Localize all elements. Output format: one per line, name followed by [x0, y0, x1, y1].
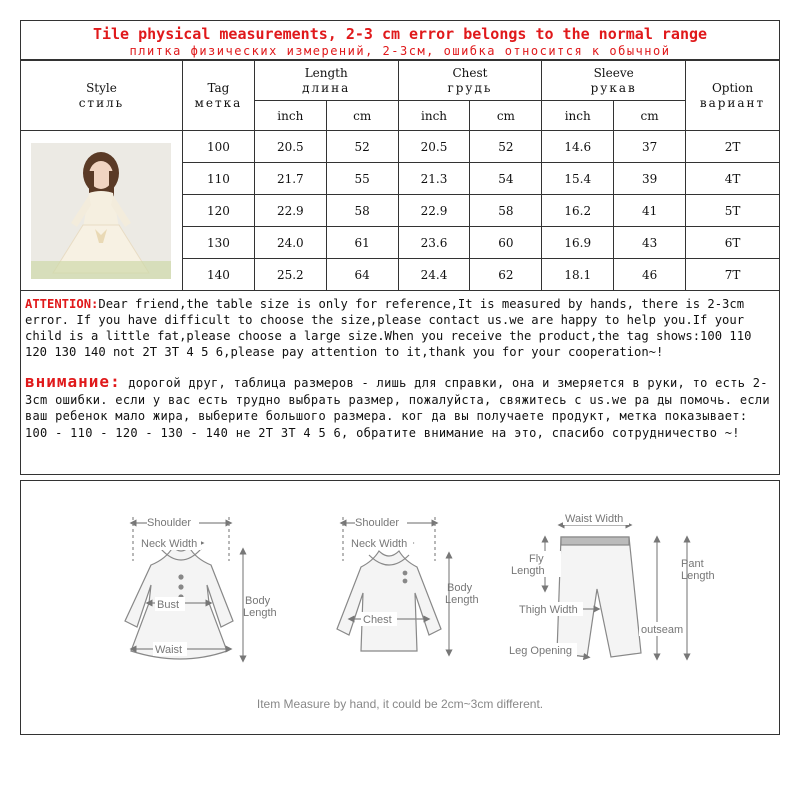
sleeve-cm-cell: 39 — [614, 163, 686, 195]
pants-fly-length-label-1: Fly — [529, 553, 544, 565]
tag-cell: 110 — [182, 163, 254, 195]
title-box — [20, 20, 780, 60]
length-inch-cell: 21.7 — [254, 163, 326, 195]
tag-cell: 100 — [182, 131, 254, 163]
sleeve-inch-cell: 18.1 — [542, 259, 614, 291]
option-cell: 4T — [686, 163, 780, 195]
pants-thigh-width-label: Thigh Width — [519, 604, 578, 616]
shirt-chest-label: Chest — [363, 614, 392, 626]
sleeve-header: Sleeve рукав — [542, 61, 686, 101]
length-cm-cell: 55 — [326, 163, 398, 195]
attention-text-ru: дорогой друг, таблица размеров - лишь для справки, она и змеряется в руки, то есть 2-3cm ошибки. если у вас есть трудно выбрать размер, пожалуйста, свяжитесь с us.we ра ды помочь. если ваш ребенок мало жира, выберите большого размера. ког да вы получаете продукт, метка показывает: 100 - 110 - 120 - 130 - 140 не 2T 3T 4 5 6, обратите внимание на это, спасибо сотрудничество ~! — [25, 376, 770, 440]
pants-outseam-label: outseam — [641, 624, 684, 636]
product-photo-cell — [21, 131, 183, 291]
length-cm-cell: 52 — [326, 131, 398, 163]
pants-pant-length-label-2: Length — [681, 570, 715, 582]
length-cm-cell: 64 — [326, 259, 398, 291]
chest-inch-cell: 21.3 — [398, 163, 470, 195]
sleeve-cm-cell: 41 — [614, 195, 686, 227]
chest-inch-cell: 24.4 — [398, 259, 470, 291]
product-photo — [31, 143, 171, 279]
dress-shoulder-label: Shoulder — [147, 517, 192, 529]
style-header: Style стиль — [21, 61, 183, 131]
tag-cell: 130 — [182, 227, 254, 259]
attention-label-ru: внимание: — [25, 372, 121, 391]
sleeve-cm-header: cm — [614, 101, 686, 131]
shirt-body-length-label-1: Body — [447, 582, 473, 594]
dress-bust-label: Bust — [157, 599, 180, 611]
length-inch-cell: 24.0 — [254, 227, 326, 259]
sleeve-inch-cell: 15.4 — [542, 163, 614, 195]
length-inch-cell: 22.9 — [254, 195, 326, 227]
chest-inch-header: inch — [398, 101, 470, 131]
chest-cm-cell: 60 — [470, 227, 542, 259]
option-cell: 2T — [686, 131, 780, 163]
sleeve-inch-cell: 16.9 — [542, 227, 614, 259]
chest-cm-cell: 52 — [470, 131, 542, 163]
length-header: Length длина — [254, 61, 398, 101]
girl-dress-illustration — [31, 143, 171, 279]
pants-waist-width-label: Waist Width — [565, 513, 624, 525]
dress-neck-width-label: Neck Width — [141, 538, 198, 550]
option-cell: 6T — [686, 227, 780, 259]
attention-box — [20, 290, 780, 475]
tag-cell: 120 — [182, 195, 254, 227]
dress-waist-label: Waist — [155, 644, 183, 656]
attention-russian — [25, 374, 777, 441]
sleeve-cm-cell: 43 — [614, 227, 686, 259]
length-inch-header: inch — [254, 101, 326, 131]
title-english: Tile physical measurements, 2-3 cm error belongs to the normal range — [92, 25, 708, 43]
sleeve-inch-cell: 16.2 — [542, 195, 614, 227]
chest-cm-cell: 62 — [470, 259, 542, 291]
pants-pant-length-label-1: Pant — [681, 558, 704, 570]
pants-diagram — [545, 525, 687, 657]
length-inch-cell: 20.5 — [254, 131, 326, 163]
length-cm-header: cm — [326, 101, 398, 131]
tag-header: Tag метка — [182, 61, 254, 131]
attention-english — [25, 296, 777, 360]
pants-leg-opening-label: Leg Opening — [509, 645, 572, 657]
chest-header: Chest грудь — [398, 61, 542, 101]
pants-fly-length-label-2: Length — [511, 565, 545, 577]
dress-body-length-label-1: Body — [245, 595, 271, 607]
size-table — [20, 60, 780, 291]
attention-text: Dear friend,the table size is only for reference,It is measured by hands, there is 2-3cm error. If you have difficult to choose the size,please contact us.we are happy to help you.If your child is a little fat,please choose a large size.When you receive the product,the tag shows:100 110 120 130 140 not 2T 3T 4 5 6,please pay attention to it,thank you for your cooperation~! — [25, 297, 752, 359]
chest-inch-cell: 23.6 — [398, 227, 470, 259]
length-inch-cell: 25.2 — [254, 259, 326, 291]
option-cell: 5T — [686, 195, 780, 227]
length-cm-cell: 61 — [326, 227, 398, 259]
shirt-shoulder-label: Shoulder — [355, 517, 400, 529]
chest-cm-cell: 54 — [470, 163, 542, 195]
attention-label: ATTENTION: — [25, 297, 99, 311]
title-russian: плитка физических измерений, 2-3см, ошибка относится к обычной — [129, 44, 671, 58]
sleeve-cm-cell: 46 — [614, 259, 686, 291]
chest-inch-cell: 22.9 — [398, 195, 470, 227]
shirt-body-length-label-2: Length — [445, 594, 479, 606]
chest-cm-header: cm — [470, 101, 542, 131]
chest-cm-cell: 58 — [470, 195, 542, 227]
length-cm-cell: 58 — [326, 195, 398, 227]
sleeve-cm-cell: 37 — [614, 131, 686, 163]
sleeve-inch-header: inch — [542, 101, 614, 131]
sleeve-inch-cell: 14.6 — [542, 131, 614, 163]
option-header: Option вариант — [686, 61, 780, 131]
dress-body-length-label-2: Length — [243, 607, 277, 619]
tag-cell: 140 — [182, 259, 254, 291]
measure-note: Item Measure by hand, it could be 2cm~3cm different. — [256, 697, 544, 711]
option-cell: 7T — [686, 259, 780, 291]
table-row — [21, 131, 780, 163]
shirt-neck-width-label: Neck Width — [351, 538, 408, 550]
measurement-diagram — [20, 480, 780, 735]
chest-inch-cell: 20.5 — [398, 131, 470, 163]
garment-diagrams — [21, 481, 779, 691]
